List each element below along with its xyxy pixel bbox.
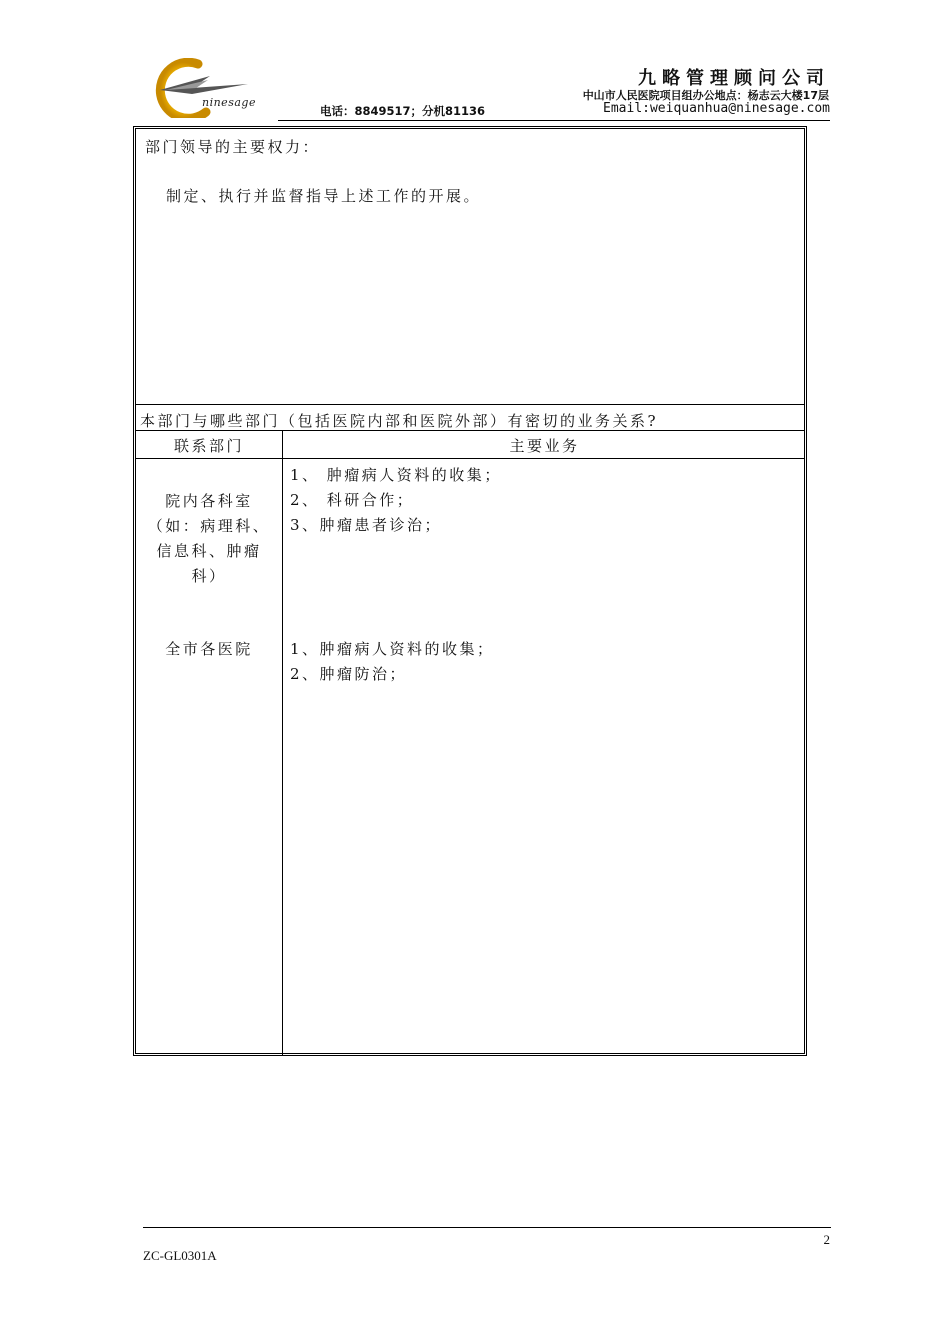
column-header-dept: 联系部门 xyxy=(173,437,244,455)
dept-line: 信息科、肿瘤 xyxy=(156,542,262,560)
authority-content: 制定、执行并监督指导上述工作的开展。 xyxy=(166,187,482,205)
phone-number: 电话：8849517；分机81136 xyxy=(320,104,486,118)
footer-divider xyxy=(143,1227,831,1228)
business-item: 2、肿瘤防治； xyxy=(290,665,408,683)
page-header xyxy=(0,0,950,130)
business-item: 1、肿瘤病人资料的收集； xyxy=(290,640,495,658)
ninesage-logo-icon xyxy=(152,58,270,118)
document-code: ZC-GL0301A xyxy=(143,1248,217,1263)
header-row-divider xyxy=(136,430,804,431)
section-divider xyxy=(136,404,804,405)
business-cell xyxy=(290,463,502,538)
dept-line: 全市各医院 xyxy=(165,640,253,658)
office-address: 中山市人民医院项目组办公地点：杨志云大楼17层 xyxy=(582,89,829,102)
dept-line: 院内各科室 xyxy=(165,492,253,510)
dept-line: 科） xyxy=(191,567,227,585)
dept-line: （如：病理科、 xyxy=(147,517,271,535)
relations-question: 本部门与哪些部门（包括医院内部和医院外部）有密切的业务关系? xyxy=(140,412,659,430)
business-item: 2、 科研合作； xyxy=(290,491,415,509)
column-header-business: 主要业务 xyxy=(509,437,580,455)
business-item: 1、 肿瘤病人资料的收集； xyxy=(290,466,502,484)
column-header-divider xyxy=(136,458,804,459)
authority-label: 部门领导的主要权力： xyxy=(145,138,321,156)
dept-cell xyxy=(136,489,282,589)
email-address: Email:weiquanhua@ninesage.com xyxy=(603,101,830,116)
dept-cell xyxy=(136,637,282,662)
business-cell xyxy=(290,637,495,687)
form-table xyxy=(133,126,807,1056)
page-number: 2 xyxy=(823,1232,830,1247)
column-divider xyxy=(282,430,283,1055)
logo-wordmark: ninesage xyxy=(202,96,256,109)
header-divider xyxy=(278,120,830,121)
company-name: 九略管理顾问公司 xyxy=(638,68,830,89)
business-item: 3、肿瘤患者诊治； xyxy=(290,516,443,534)
